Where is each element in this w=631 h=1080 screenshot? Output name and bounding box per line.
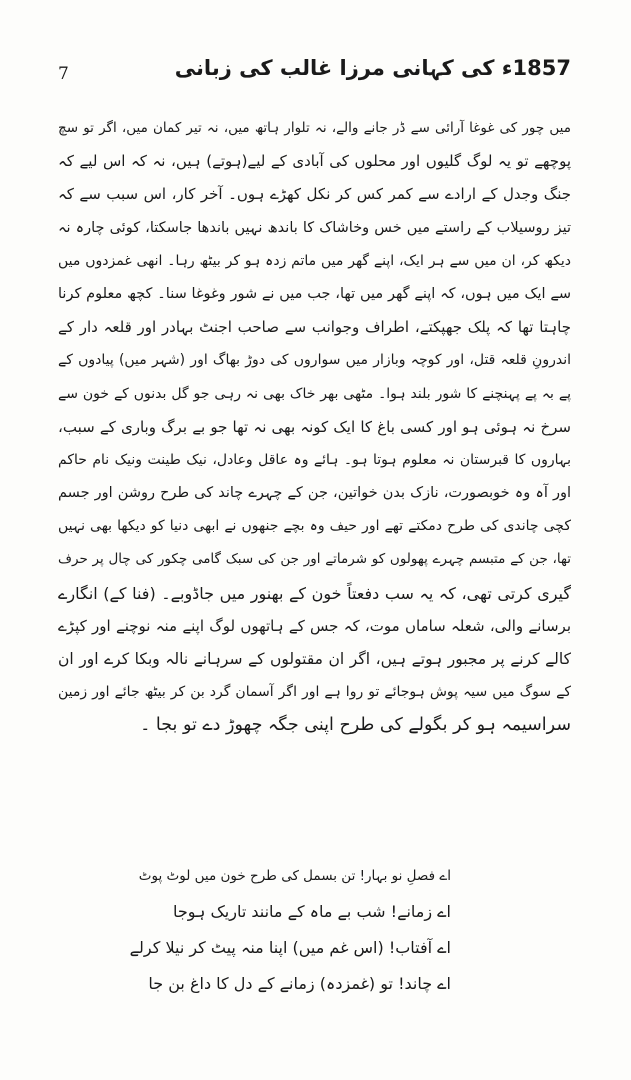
verse-line: اے آفتاب! (اس غم میں) اپنا منہ پیٹ کر نیلا کرلے (129, 938, 451, 957)
text-line: کچی چاندی کی طرح دمکتے تھے اور حیف وہ بچے جنھوں نے ابھی دنیا کو دیکھا بھی نہیں (58, 518, 571, 535)
verse-line: اے چاند! تو (غمزدہ) زمانے کے دل کا داغ بن جا (148, 974, 451, 993)
text-line: کالے کرنے پر مجبور ہوتے ہیں، اگر ان مقتولوں کے سرہانے نالہ وبکا کرے اور ان (58, 650, 571, 668)
text-line: سرخ نہ ہوئی ہو اور کسی باغ کا ایک کونہ بھی نہ تھا جو بے برگ وباری کے سبب، (58, 417, 571, 436)
text-line: کے سوگ میں سیہ پوش ہوجائے تو روا ہے اور اگر آسمان گرد بن کر بیٹھ جائے اور زمین (58, 684, 571, 701)
verse-line: اے زمانے! شب بے ماہ کے مانند تاریک ہوجا (172, 902, 451, 921)
verse-line: اے فصلِ نو بہار! تن بسمل کی طرح خون میں لوٹ پوٹ (138, 868, 451, 884)
page-number: 7 (58, 64, 69, 84)
verse-block (131, 858, 451, 1002)
text-line: بہاروں کا قبرستان نہ معلوم ہوتا ہو۔ ہائے وہ عاقل وعادل، نیک طینت ونیک نام حاکم (58, 451, 571, 468)
text-line: سے ایک میں ہوں، کہ اپنے گھر میں تھا، جب میں نے شور وغوغا سنا۔ کچھ معلوم کرنا (58, 285, 571, 302)
text-line: گیری کرتی تھی، کہ یہ سب دفعتاً خون کے بھنور میں جاڈوبے۔ (فنا کے) انگارے (58, 583, 571, 603)
text-line: پے بہ پے پہنچنے کا شور بلند ہوا۔ مٹھی بھر خاک بھی نہ رہی جو گل بدنوں کے خون سے (58, 385, 571, 402)
text-line: پوچھے تو یہ لوگ گلیوں اور محلوں کی آبادی کے لیے(ہوتے) ہیں، نہ کہ اس لیے کہ (58, 152, 571, 171)
text-line: تیز روسیلاب کے راستے میں خس وخاشاک کا باندھ نہیں باندھا جاسکتا، کوئی چارہ نہ (58, 219, 571, 236)
running-header (58, 52, 571, 92)
text-line: سراسیمہ ہو کر بگولے کی طرح اپنی جگہ چھوڑ دے تو بجا ۔ (140, 715, 571, 736)
text-line: برسانے والی، شعلہ ساماں موت، کہ جس کے ہاتھوں لوگ اپنے منہ نوچنے اور کپڑے (58, 616, 571, 635)
text-line: اور آہ وہ خوبصورت، نازک بدن خواتین، جن کے چہرے چاند کی طرح روشن اور جسم (58, 485, 571, 502)
body-paragraph (58, 112, 571, 743)
text-line: جنگ وجدل کے ارادے سے کمر کس کر نکل کھڑے ہوں۔ آخر کار، اس سبب سے کہ (58, 185, 571, 204)
text-line: دیکھ کر، ان میں سے ہر ایک، اپنے گھر میں ماتم زدہ ہو کر بیٹھ رہا۔ انھی غمزدوں میں (58, 252, 571, 269)
text-line: تھا، جن کے متبسم چہرے پھولوں کو شرماتے اور جن کی سبک گامی چکور کی چال پر حرف (58, 551, 571, 568)
text-line: چاہتا تھا کہ پلک جھپکتے، اطراف وجوانب سے صاحب اجنٹ بہادر اور قلعہ دار کے (58, 318, 571, 337)
running-title: 1857ء کی کہانی مرزا غالب کی زبانی (174, 56, 571, 80)
text-line: میں چور کی غوغا آرائی سے ڈر جانے والے، نہ تلوار ہاتھ میں، نہ تیر کمان میں، اگر تو سچ (58, 120, 571, 136)
text-line: اندرونِ قلعہ قتل، اور کوچہ وبازار میں سواروں کی دوڑ بھاگ اور (شہر میں) پیادوں کے (58, 352, 571, 369)
